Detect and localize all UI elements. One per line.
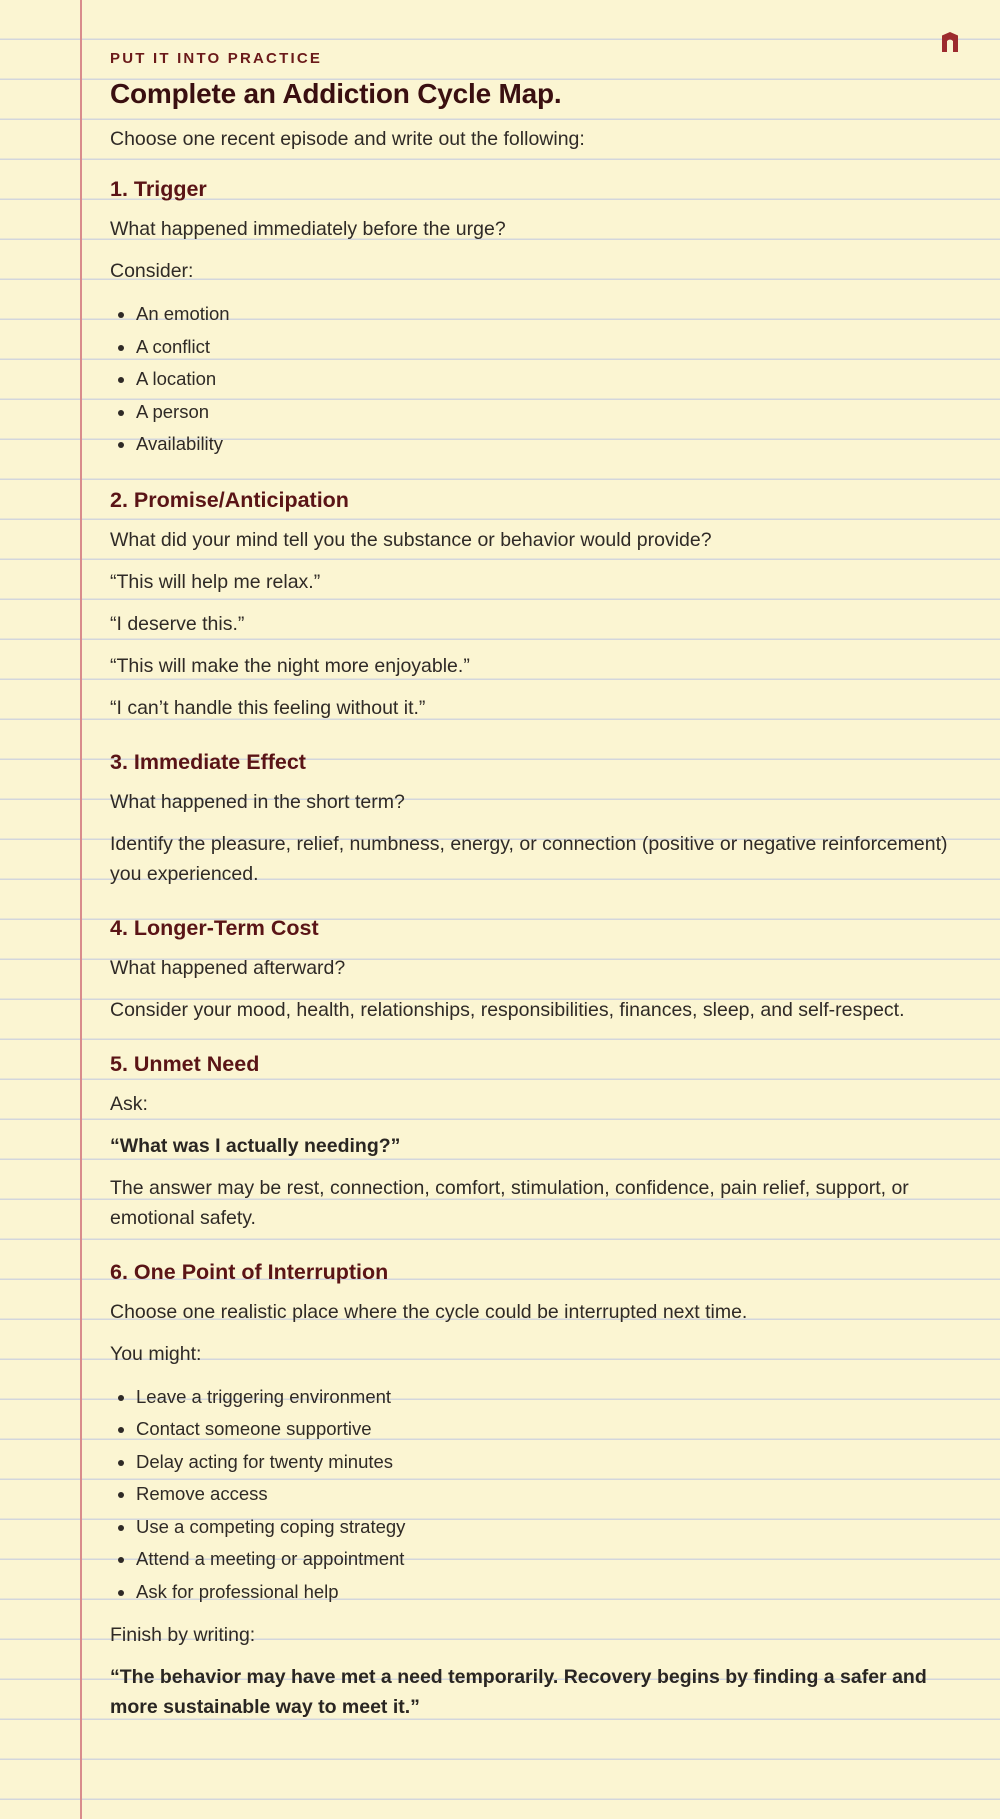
- section-line: What happened afterward?: [110, 956, 346, 979]
- closing-statement: “The behavior may have met a need temporarily. Recovery begins by finding a safer and more sustainable way to meet it.”: [110, 1666, 927, 1718]
- list-item: • Delay acting for twenty minutes: [136, 1446, 950, 1479]
- list-item: • An emotion: [136, 298, 950, 331]
- intro-text: Choose one recent episode and write out the following:: [110, 128, 585, 150]
- section-promise-anticipation: [110, 485, 950, 723]
- worksheet-content: [110, 48, 950, 1734]
- section-point-of-interruption: [110, 1257, 950, 1723]
- section-longer-term-cost: [110, 913, 950, 1025]
- section-line: The answer may be rest, connection, comfort, stimulation, confidence, pain relief, support, or emotional safety.: [110, 1176, 909, 1229]
- list-item: • A person: [136, 396, 950, 429]
- bullet-list: [110, 1381, 950, 1609]
- list-item: • Remove access: [136, 1478, 950, 1511]
- section-line: Ask:: [110, 1092, 148, 1115]
- section-heading: 6. One Point of Interruption: [110, 1259, 389, 1284]
- section-heading: 3. Immediate Effect: [110, 749, 306, 774]
- section-line: What happened in the short term?: [110, 790, 405, 813]
- section-heading: 4. Longer-Term Cost: [110, 915, 319, 940]
- list-item: • Availability: [136, 428, 950, 461]
- section-line: What happened immediately before the urge?: [110, 218, 506, 240]
- page-title: Complete an Addiction Cycle Map.: [110, 78, 562, 109]
- section-heading: 1. Trigger: [110, 177, 207, 201]
- section-line: Choose one realistic place where the cycle could be interrupted next time.: [110, 1300, 748, 1323]
- list-item: • Use a competing coping strategy: [136, 1511, 950, 1544]
- section-line: You might:: [110, 1342, 202, 1365]
- section-line: What did your mind tell you the substance or behavior would provide?: [110, 528, 712, 551]
- section-heading: 5. Unmet Need: [110, 1051, 260, 1076]
- bullet-list: [110, 298, 950, 461]
- section-unmet-need: [110, 1049, 950, 1233]
- section-trigger: [110, 174, 950, 461]
- eyebrow-label: PUT IT INTO PRACTICE: [110, 50, 323, 67]
- section-line: Identify the pleasure, relief, numbness, energy, or connection (positive or negative reinforcement) you experienced.: [110, 832, 948, 885]
- section-heading: 2. Promise/Anticipation: [110, 487, 349, 512]
- quote-line: “This will make the night more enjoyable.”: [110, 654, 470, 677]
- list-item: • Contact someone supportive: [136, 1413, 950, 1446]
- section-immediate-effect: [110, 747, 950, 889]
- list-item: • A location: [136, 363, 950, 396]
- section-line: Consider your mood, health, relationships, responsibilities, finances, sleep, and self-respect.: [110, 998, 905, 1021]
- list-item: • A conflict: [136, 331, 950, 364]
- list-item: • Attend a meeting or appointment: [136, 1543, 950, 1576]
- quote-line: “I deserve this.”: [110, 612, 245, 635]
- notebook-margin-line: [80, 0, 82, 1819]
- list-item: • Ask for professional help: [136, 1576, 950, 1609]
- quote-line: “This will help me relax.”: [110, 570, 321, 593]
- section-line: Consider:: [110, 260, 194, 282]
- quote-line: “I can’t handle this feeling without it.”: [110, 696, 426, 719]
- key-question: “What was I actually needing?”: [110, 1134, 401, 1157]
- section-line: Finish by writing:: [110, 1624, 256, 1646]
- list-item: • Leave a triggering environment: [136, 1381, 950, 1414]
